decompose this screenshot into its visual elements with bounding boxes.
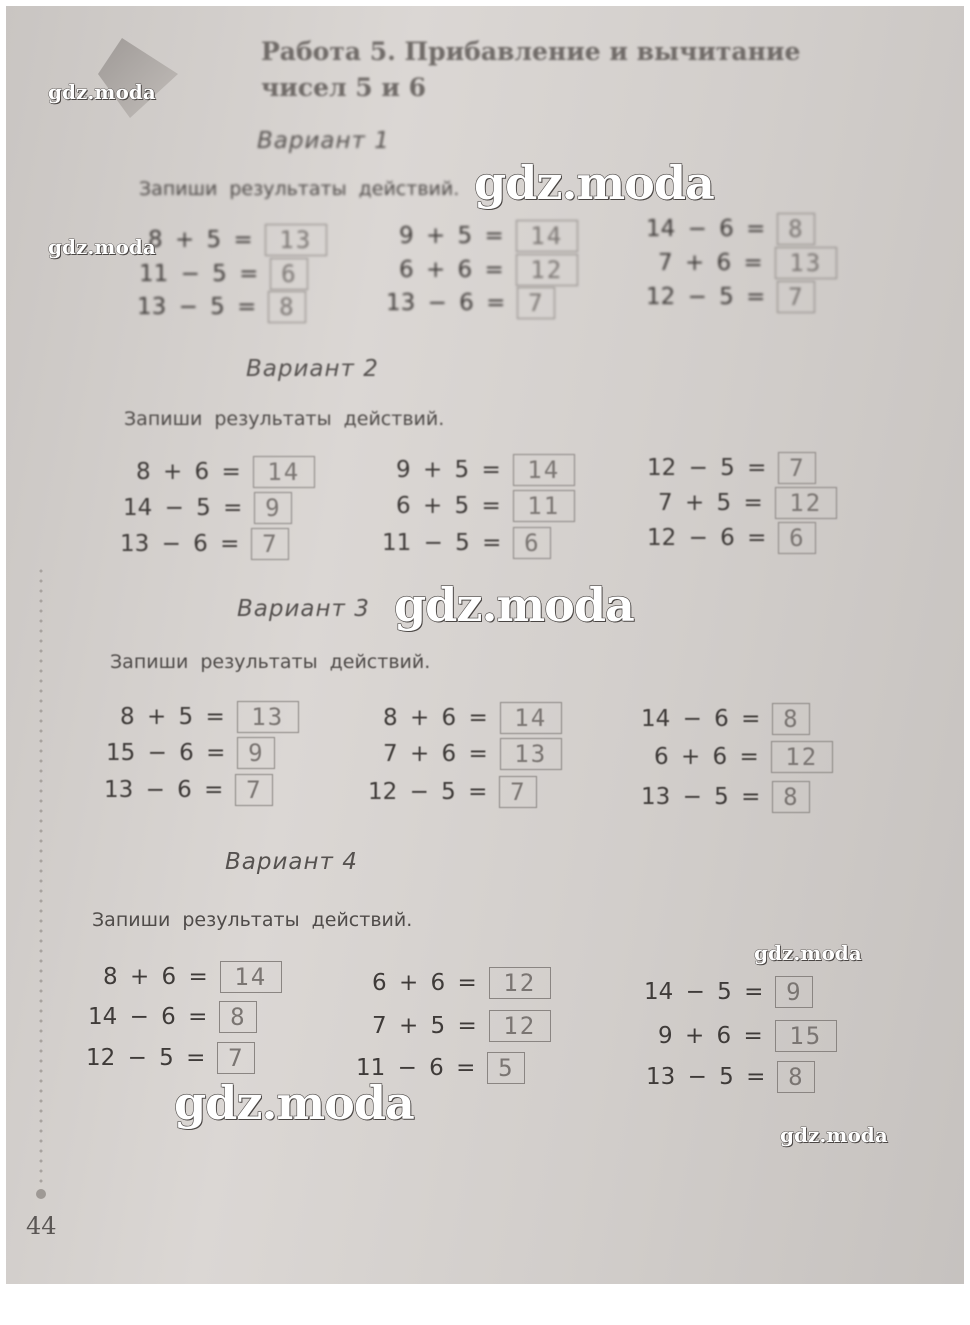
watermark: gdz.moda — [394, 578, 634, 632]
v1-c1-r2: 11 − 5 = 6 — [139, 258, 308, 290]
variant-1-heading: Вариант 1 — [257, 128, 390, 154]
answer-box: 8 — [772, 781, 810, 813]
watermark: gdz.moda — [174, 1076, 414, 1130]
answer-box: 8 — [268, 291, 306, 323]
v2-c2-r3: 11 − 5 = 6 — [382, 527, 551, 559]
answer-box: 8 — [772, 703, 810, 735]
answer-box: 13 — [775, 247, 837, 279]
v1-c3-r1: 14 − 6 = 8 — [646, 213, 815, 245]
answer-box: 12 — [489, 967, 551, 999]
v1-c3-r3: 12 − 5 = 7 — [646, 281, 815, 313]
title-line-2: чисел 5 и 6 — [261, 73, 427, 102]
answer-box: 14 — [516, 220, 578, 252]
answer-box: 6 — [513, 527, 551, 559]
answer-box: 14 — [500, 702, 562, 734]
answer-box: 13 — [265, 224, 327, 256]
v4-c3-r3: 13 − 5 = 8 — [646, 1061, 815, 1093]
v4-c3-r1: 14 − 5 = 9 — [644, 976, 813, 1008]
answer-box: 11 — [513, 490, 575, 522]
answer-box: 9 — [775, 976, 813, 1008]
v1-c2-r3: 13 − 6 = 7 — [386, 287, 555, 319]
answer-box: 13 — [237, 701, 299, 733]
variant-1-instruction: Запиши результаты действий. — [139, 178, 460, 200]
v4-c2-r1: 6 + 6 = 12 — [372, 967, 551, 999]
answer-box: 7 — [217, 1042, 255, 1074]
title-line-1: Работа 5. Прибавление и вычитание — [261, 37, 801, 66]
watermark: gdz.moda — [48, 80, 156, 104]
answer-box: 8 — [777, 213, 815, 245]
answer-box: 12 — [775, 487, 837, 519]
v3-c2-r1: 8 + 6 = 14 — [383, 702, 562, 734]
v2-c2-r2: 6 + 5 = 11 — [396, 490, 575, 522]
watermark: gdz.moda — [474, 156, 714, 210]
answer-box: 7 — [251, 528, 289, 560]
answer-box: 13 — [500, 738, 562, 770]
answer-box: 8 — [219, 1001, 257, 1033]
v2-c2-r1: 9 + 5 = 14 — [396, 454, 575, 486]
v2-c1-r1: 8 + 6 = 14 — [136, 456, 315, 488]
answer-box: 7 — [499, 776, 537, 808]
v4-c2-r3: 11 − 6 = 5 — [356, 1052, 525, 1084]
v3-c1-r1: 8 + 5 = 13 — [120, 701, 299, 733]
answer-box: 14 — [513, 454, 575, 486]
margin-dot — [36, 1189, 46, 1199]
answer-box: 7 — [235, 774, 273, 806]
v1-c2-r2: 6 + 6 = 12 — [399, 254, 578, 286]
v2-c3-r2: 7 + 5 = 12 — [658, 487, 837, 519]
answer-box: 7 — [777, 281, 815, 313]
answer-box: 5 — [487, 1052, 525, 1084]
page-number: 44 — [26, 1212, 57, 1240]
v2-c1-r2: 14 − 5 = 9 — [123, 492, 292, 524]
watermark: gdz.moda — [780, 1123, 888, 1147]
v3-c1-r3: 13 − 6 = 7 — [104, 774, 273, 806]
answer-box: 14 — [220, 961, 282, 993]
answer-box: 12 — [489, 1010, 551, 1042]
v1-c1-r3: 13 − 5 = 8 — [137, 291, 306, 323]
answer-box: 9 — [237, 737, 275, 769]
v3-c3-r3: 13 − 5 = 8 — [641, 781, 810, 813]
v4-c1-r1: 8 + 6 = 14 — [103, 961, 282, 993]
v3-c2-r3: 12 − 5 = 7 — [368, 776, 537, 808]
answer-box: 9 — [254, 492, 292, 524]
v3-c1-r2: 15 − 6 = 9 — [106, 737, 275, 769]
answer-box: 6 — [778, 522, 816, 554]
answer-box: 7 — [517, 287, 555, 319]
v3-c3-r2: 6 + 6 = 12 — [654, 741, 833, 773]
corner-marker-icon — [98, 38, 178, 118]
variant-4-heading: Вариант 4 — [225, 849, 358, 875]
variant-3-heading: Вариант 3 — [237, 596, 370, 622]
answer-box: 12 — [771, 741, 833, 773]
answer-box: 15 — [775, 1020, 837, 1052]
v2-c3-r3: 12 − 6 = 6 — [647, 522, 816, 554]
v1-c2-r1: 9 + 5 = 14 — [399, 220, 578, 252]
v4-c1-r2: 14 − 6 = 8 — [88, 1001, 257, 1033]
answer-box: 8 — [777, 1061, 815, 1093]
v4-c1-r3: 12 − 5 = 7 — [86, 1042, 255, 1074]
answer-box: 6 — [270, 258, 308, 290]
watermark: gdz.moda — [754, 941, 862, 965]
watermark: gdz.moda — [48, 235, 156, 259]
answer-box: 14 — [253, 456, 315, 488]
v1-c3-r2: 7 + 6 = 13 — [658, 247, 837, 279]
v1-c1-r1: 8 + 5 = 13 — [148, 224, 327, 256]
page-title — [261, 34, 800, 106]
v2-c1-r3: 13 − 6 = 7 — [120, 528, 289, 560]
workbook-page — [6, 6, 964, 1284]
variant-3-instruction: Запиши результаты действий. — [110, 651, 431, 673]
v2-c3-r1: 12 − 5 = 7 — [647, 452, 816, 484]
answer-box: 12 — [516, 254, 578, 286]
v4-c3-r2: 9 + 6 = 15 — [658, 1020, 837, 1052]
margin-dotted-line — [39, 566, 43, 1186]
v4-c2-r2: 7 + 5 = 12 — [372, 1010, 551, 1042]
variant-2-heading: Вариант 2 — [246, 356, 379, 382]
v3-c3-r1: 14 − 6 = 8 — [641, 703, 810, 735]
v3-c2-r2: 7 + 6 = 13 — [383, 738, 562, 770]
variant-2-instruction: Запиши результаты действий. — [124, 408, 445, 430]
answer-box: 7 — [778, 452, 816, 484]
variant-4-instruction: Запиши результаты действий. — [92, 909, 413, 931]
